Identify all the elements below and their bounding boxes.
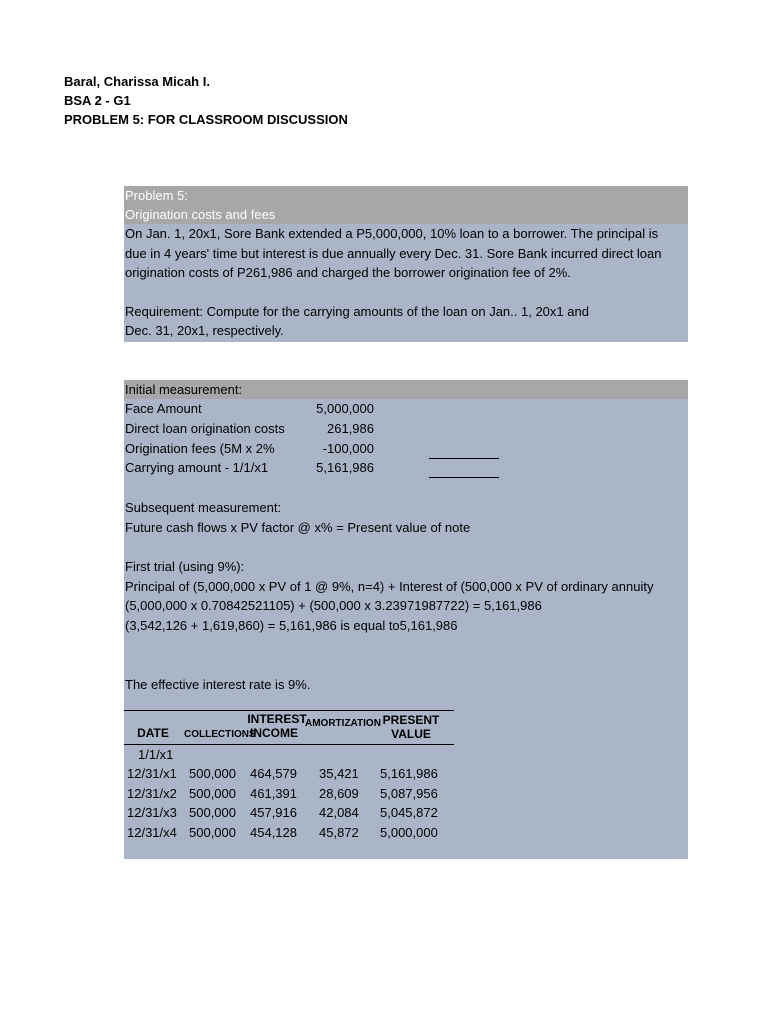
- cell-date: 12/31/x2: [127, 785, 177, 801]
- initial-measurement-heading: Initial measurement:: [124, 380, 688, 399]
- cell-pv: 5,000,000: [380, 824, 438, 840]
- measurement-value: -100,000: [322, 440, 374, 456]
- table-header: [124, 710, 454, 745]
- measurement-total-row: [124, 458, 688, 478]
- student-name: Baral, Charissa Micah I.: [64, 74, 210, 89]
- total-double-rule: [429, 477, 499, 478]
- header-value: VALUE: [391, 727, 431, 741]
- measurement-row: [124, 439, 688, 459]
- cell-collections: 500,000: [189, 805, 236, 821]
- header-amortization: AMORTIZATION: [305, 718, 381, 729]
- header-income: INCOME: [250, 726, 298, 740]
- table-row: [124, 823, 454, 842]
- requirement-line: Dec. 31, 20x1, respectively.: [125, 323, 284, 338]
- total-rule: [429, 458, 499, 459]
- cell-interest: 454,128: [250, 824, 297, 840]
- measurement-label: Face Amount: [125, 401, 202, 416]
- cell-amortization: 45,872: [319, 824, 359, 840]
- pv-formula: Future cash flows x PV factor @ x% = Present value of note: [125, 519, 471, 535]
- problem-title: PROBLEM 5: FOR CLASSROOM DISCUSSION: [64, 112, 348, 127]
- effective-rate-conclusion: The effective interest rate is 9%.: [125, 676, 311, 692]
- measurement-label: Carrying amount - 1/1/x1: [125, 460, 269, 476]
- problem-line: due in 4 years' time but interest is due annually every Dec. 31. Sore Bank incurred direct loan: [125, 245, 662, 261]
- cell-date: 1/1/x1: [138, 747, 174, 762]
- first-trial-heading: First trial (using 9%):: [125, 558, 245, 574]
- problem-panel: [124, 186, 688, 342]
- problem-topic: Origination costs and fees: [124, 205, 688, 224]
- measurement-value: 261,986: [327, 420, 374, 436]
- header-interest: INTEREST: [247, 712, 307, 726]
- problem-line: On Jan. 1, 20x1, Sore Bank extended a P5,000,000, 10% loan to a borrower. The principal is: [125, 226, 659, 241]
- cell-collections: 500,000: [189, 785, 236, 801]
- requirement-line: Requirement: Compute for the carrying amounts of the loan on Jan.. 1, 20x1 and: [125, 303, 589, 319]
- cell-pv: 5,087,956: [380, 785, 438, 801]
- cell-interest: 457,916: [250, 805, 297, 821]
- trial-line: (5,000,000 x 0.70842521105) + (500,000 x 3.23971987722) = 5,161,986: [125, 598, 542, 614]
- cell-date: 12/31/x4: [127, 824, 177, 840]
- table-row: [124, 784, 454, 803]
- cell-date: 12/31/x1: [127, 766, 177, 782]
- table-row: [124, 764, 454, 783]
- solution-panel: [124, 380, 688, 859]
- header-collections: COLLECTIONS: [184, 729, 256, 740]
- measurement-value: 5,161,986: [316, 460, 374, 476]
- subsequent-heading: Subsequent measurement:: [125, 500, 282, 516]
- measurement-value: 5,000,000: [316, 401, 374, 416]
- cell-interest: 461,391: [250, 785, 297, 801]
- cell-interest: 464,579: [250, 766, 297, 782]
- student-section: BSA 2 - G1: [64, 93, 131, 108]
- header-present: PRESENT: [382, 713, 440, 727]
- cell-collections: 500,000: [189, 824, 236, 840]
- cell-pv: 5,045,872: [380, 805, 438, 821]
- document-header: [64, 72, 348, 129]
- cell-amortization: 28,609: [319, 785, 359, 801]
- problem-label: Problem 5:: [124, 186, 688, 205]
- trial-line: Principal of (5,000,000 x PV of 1 @ 9%, n=4) + Interest of (500,000 x PV of ordinary annuity: [125, 578, 654, 594]
- cell-date: 12/31/x3: [127, 805, 177, 821]
- cell-amortization: 35,421: [319, 766, 359, 782]
- cell-collections: 500,000: [189, 766, 236, 782]
- table-row: [124, 803, 454, 822]
- header-date: DATE: [137, 726, 169, 740]
- measurement-row: [124, 399, 688, 419]
- cell-pv: 5,161,986: [380, 766, 438, 782]
- amortization-table: [124, 710, 454, 842]
- table-row: [124, 745, 454, 764]
- measurement-label: Direct loan origination costs: [125, 420, 285, 436]
- cell-amortization: 42,084: [319, 805, 359, 821]
- measurement-row: [124, 419, 688, 439]
- measurement-label: Origination fees (5M x 2%: [125, 440, 275, 456]
- problem-line: origination costs of P261,986 and charged the borrower origination fee of 2%.: [125, 265, 571, 280]
- trial-line: (3,542,126 + 1,619,860) = 5,161,986 is equal to5,161,986: [125, 618, 458, 634]
